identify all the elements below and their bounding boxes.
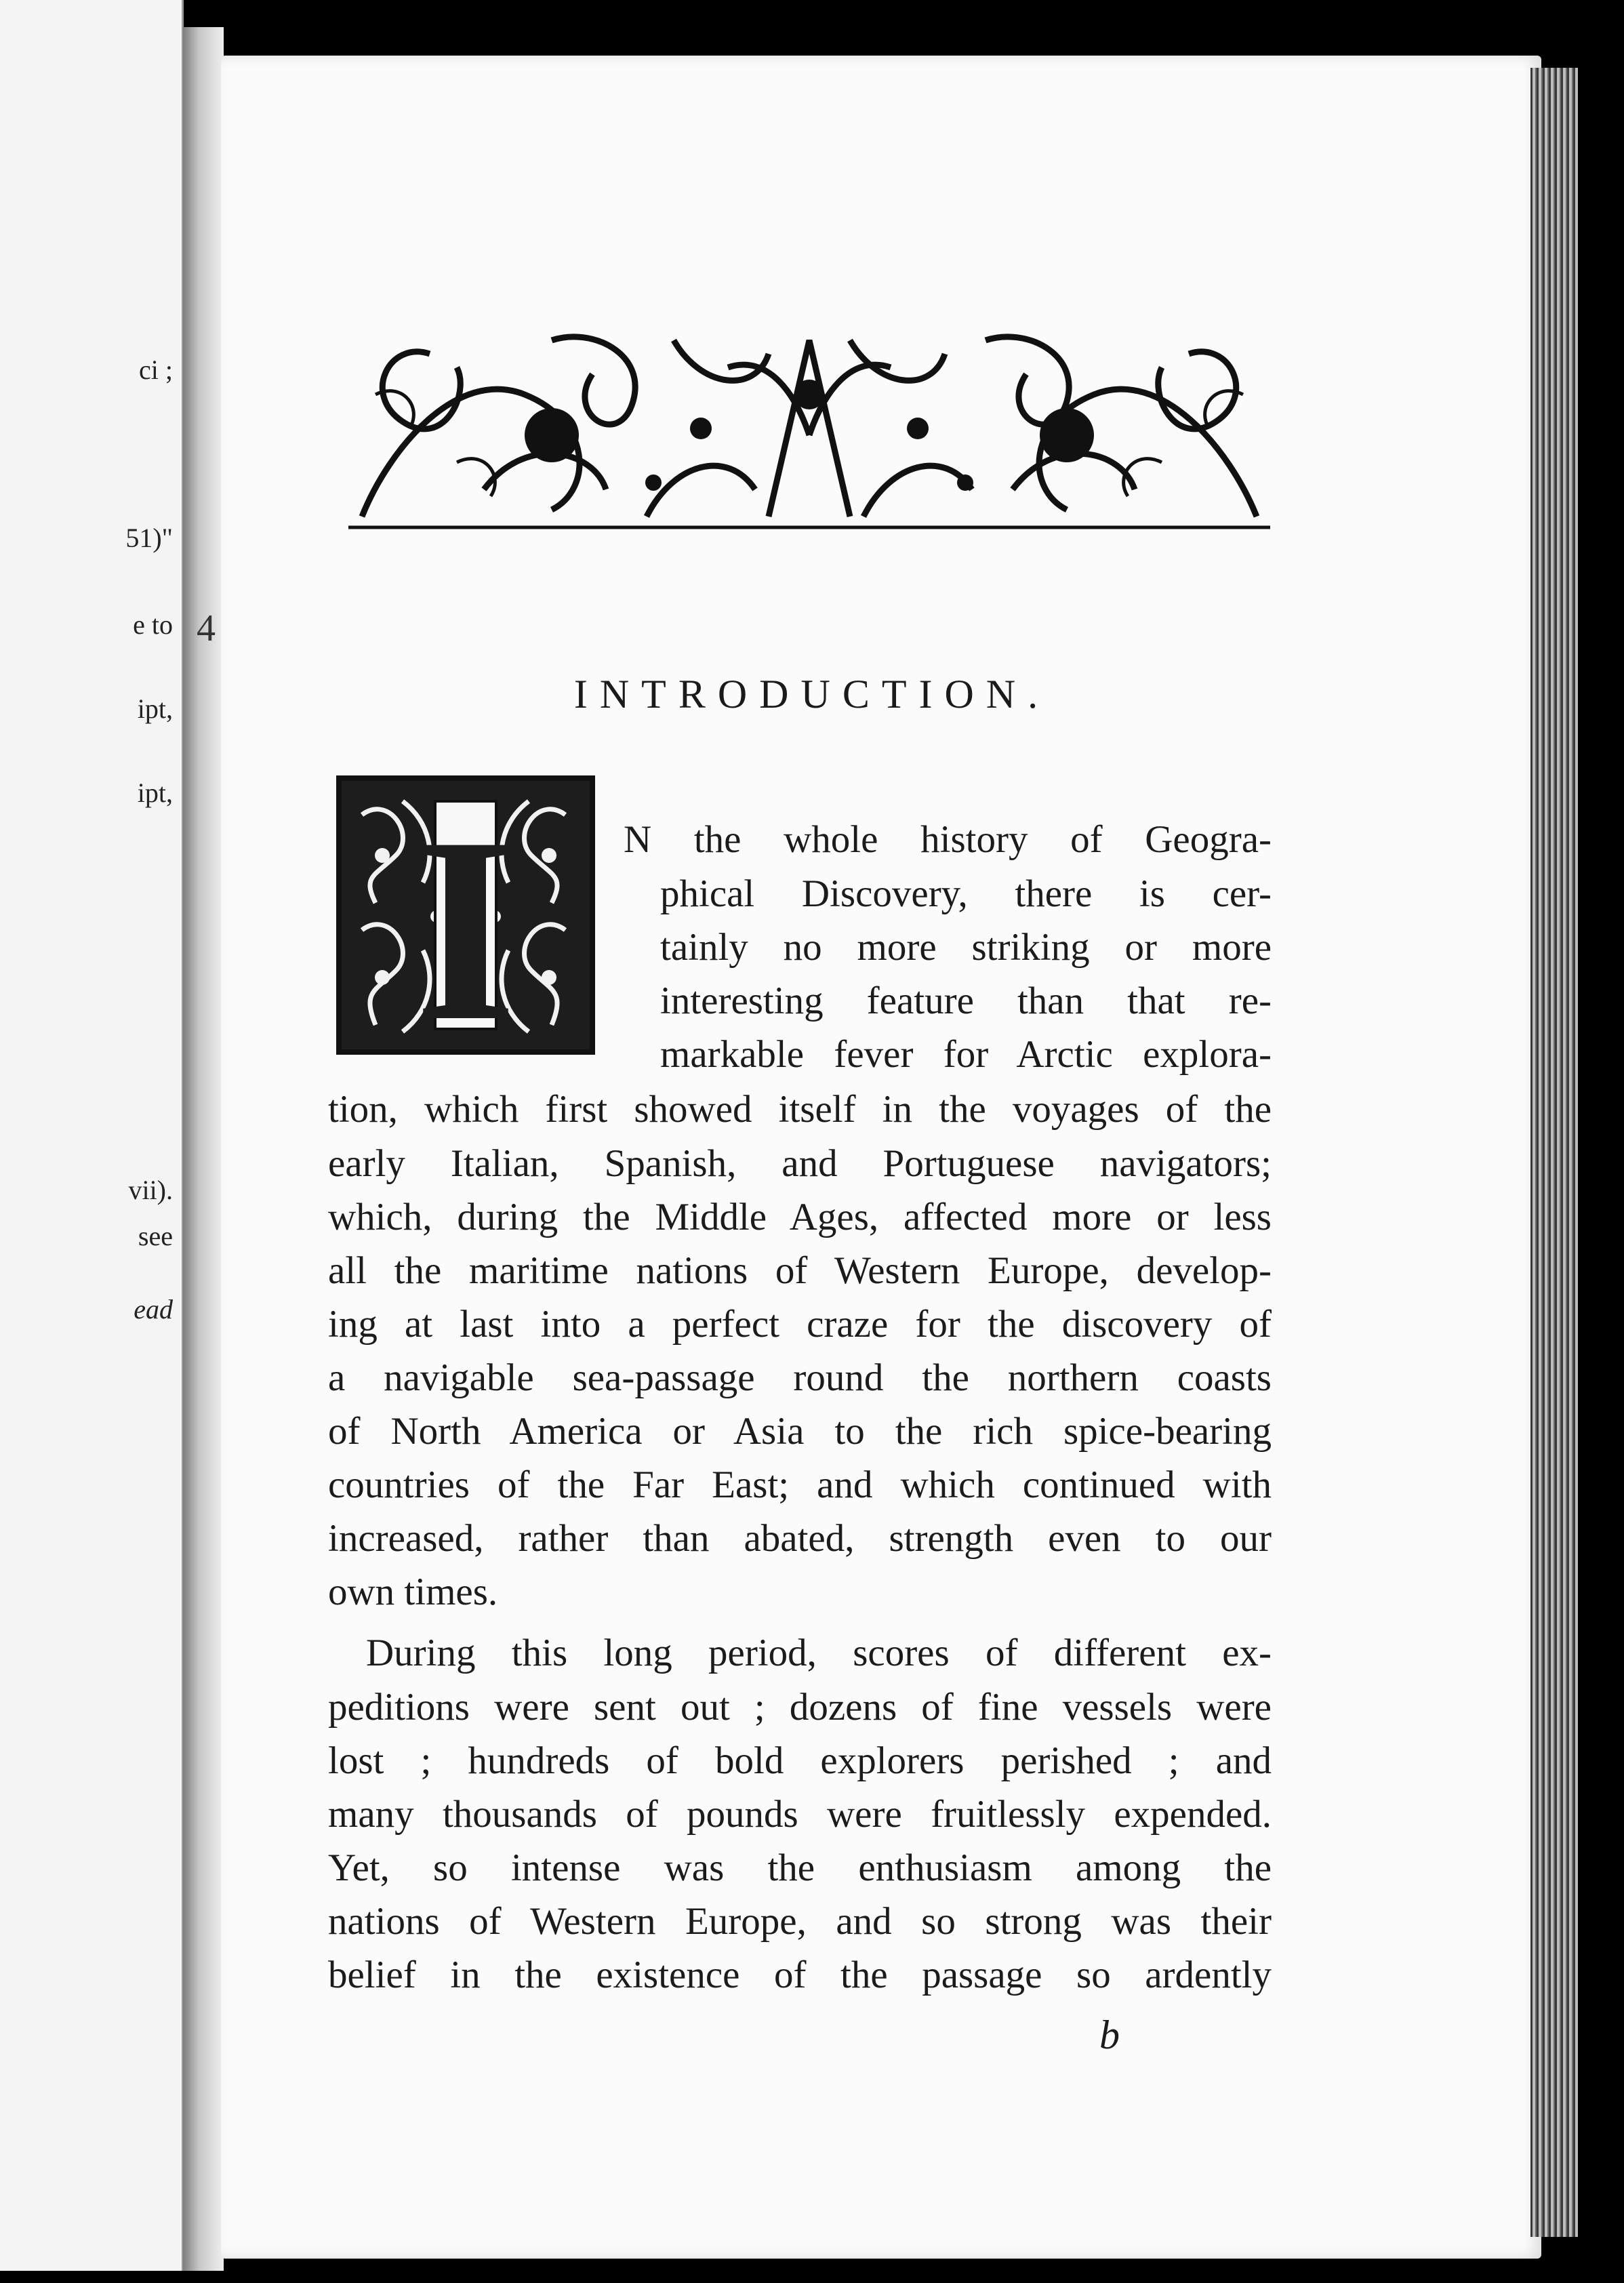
text-line: Yet, so intense was the enthusiasm among the: [328, 1846, 1272, 1889]
left-page-fragment: vii).: [128, 1175, 173, 1205]
text-line: tion, which first showed itself in the voyages of the: [328, 1088, 1272, 1131]
text-line: countries of the Far East; and which continued with: [328, 1463, 1272, 1506]
text-line: phical Discovery, there is cer-: [660, 872, 1272, 915]
page-edges: [1530, 68, 1578, 2237]
text-line: During this long period, scores of different ex-: [366, 1632, 1272, 1674]
ornamental-headpiece: [348, 313, 1270, 534]
text-line: many thousands of pounds were fruitlessly expended.: [328, 1793, 1272, 1836]
text-line: which, during the Middle Ages, affected more or less: [328, 1196, 1272, 1238]
text-line: markable fever for Arctic explora-: [660, 1033, 1272, 1076]
text-line: nations of Western Europe, and so strong was their: [328, 1900, 1272, 1943]
left-page-fragment: ipt,: [137, 777, 173, 808]
text-line: increased, rather than abated, strength even to our: [328, 1517, 1272, 1560]
left-page-fragment: ci ;: [139, 355, 173, 385]
text-line: own times.: [328, 1571, 498, 1613]
text-line: early Italian, Spanish, and Portuguese navigators;: [328, 1142, 1272, 1185]
drop-cap-letter: I: [414, 783, 517, 1056]
text-line: peditions were sent out ; dozens of fine vessels were: [328, 1686, 1272, 1729]
text-line: N the whole history of Geogra-: [624, 818, 1272, 861]
text-line: of North America or Asia to the rich spice-bearing: [328, 1410, 1272, 1453]
text-line: belief in the existence of the passage so ardently: [328, 1954, 1272, 1996]
gutter-handwritten-mark: 4: [197, 607, 216, 649]
text-line: interesting feature than that re-: [660, 979, 1272, 1022]
left-facing-page: [0, 0, 184, 2271]
signature-mark: b: [1099, 2013, 1120, 2057]
text-line: lost ; hundreds of bold explorers perished ; and: [328, 1739, 1272, 1782]
chapter-title: INTRODUCTION.: [573, 672, 1051, 716]
drop-cap-initial: [335, 774, 596, 1056]
text-line: a navigable sea-passage round the northern coasts: [328, 1356, 1272, 1399]
text-line: ing at last into a perfect craze for the discovery of: [328, 1303, 1272, 1346]
left-page-fragment: ead: [134, 1294, 173, 1325]
book-gutter: [183, 27, 224, 2271]
text-line: all the maritime nations of Western Europe, develop-: [328, 1249, 1272, 1292]
left-page-fragment: ipt,: [137, 693, 173, 724]
text-line: tainly no more striking or more: [660, 926, 1272, 969]
left-page-fragment: see: [138, 1221, 173, 1251]
left-page-fragment: e to: [133, 609, 173, 640]
left-page-fragment: 51)": [125, 523, 173, 553]
